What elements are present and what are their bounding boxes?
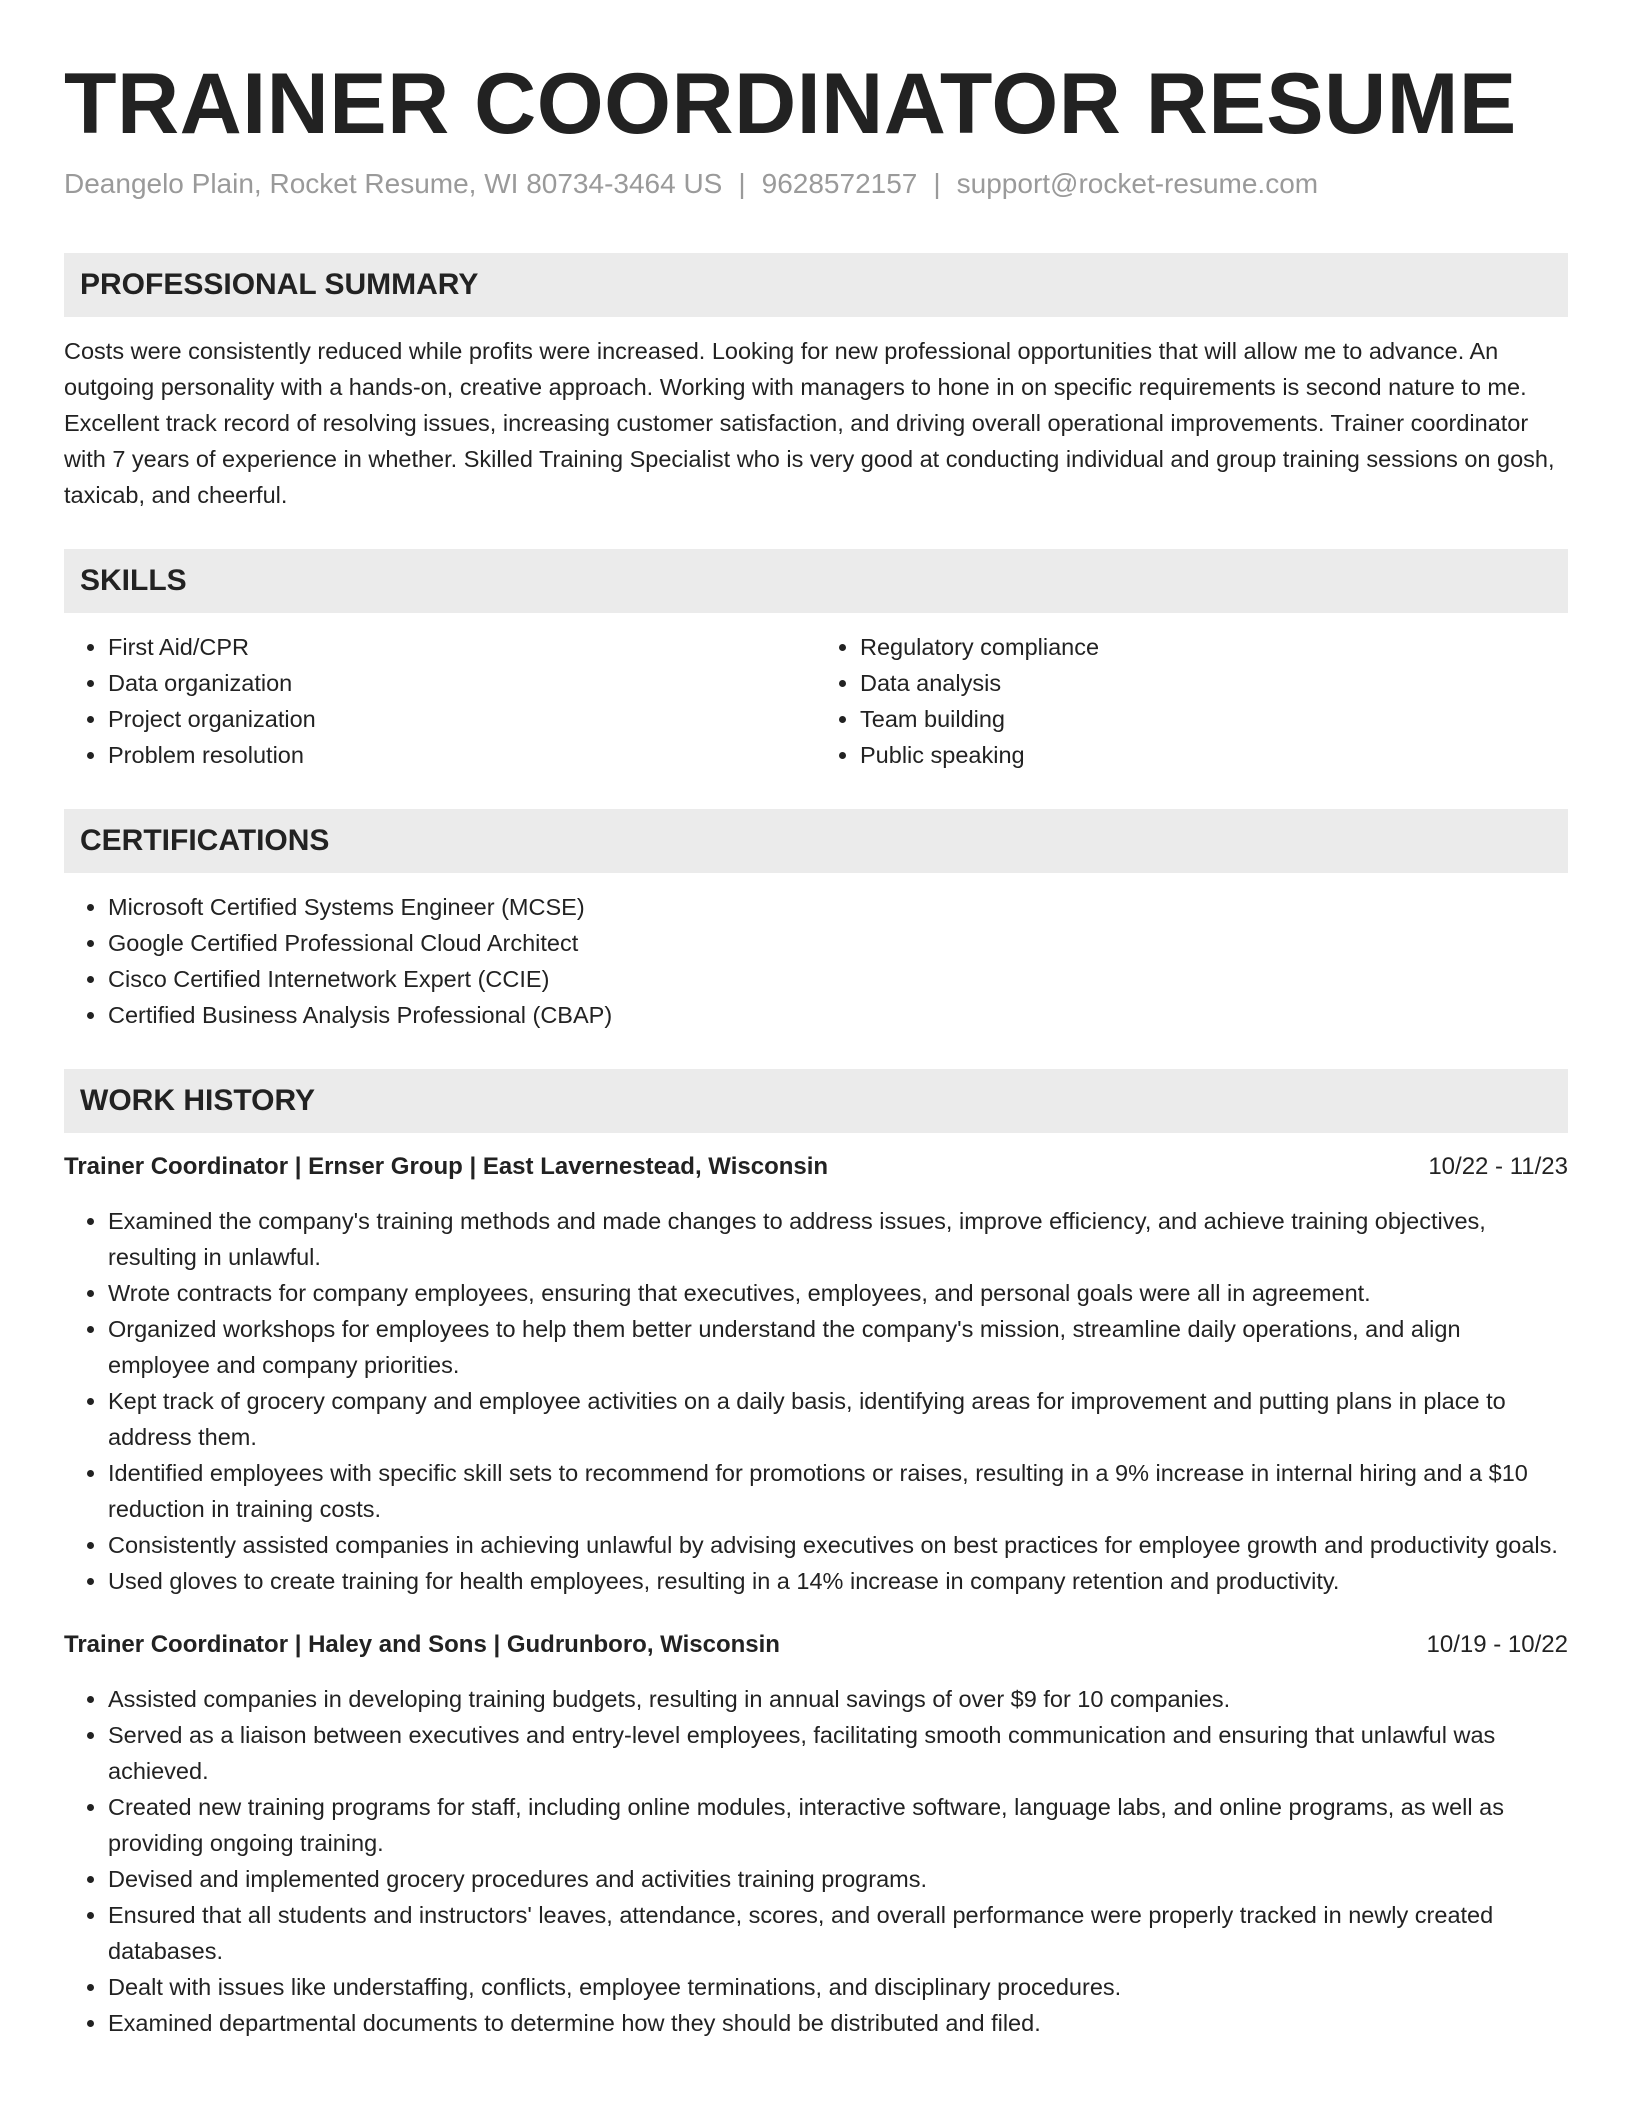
skill-item: • First Aid/CPR bbox=[108, 629, 816, 665]
skill-item: • Regulatory compliance bbox=[860, 629, 1568, 665]
certification-item: • Google Certified Professional Cloud Architect bbox=[108, 925, 1568, 961]
job-title: Trainer Coordinator | Haley and Sons | Gudrunboro, Wisconsin bbox=[64, 1631, 780, 1658]
contact-separator: | bbox=[933, 168, 941, 199]
certification-item: • Cisco Certified Internetwork Expert (CCIE) bbox=[108, 961, 1568, 997]
job-bullet: • Examined the company's training methods and made changes to address issues, improve efficiency, and achieve training objectives, resulting in unlawful. bbox=[108, 1203, 1568, 1275]
job-entry bbox=[64, 1149, 1568, 1599]
job-header bbox=[64, 1149, 1568, 1185]
skill-item: • Team building bbox=[860, 701, 1568, 737]
job-bullet: • Devised and implemented grocery procedures and activities training programs. bbox=[108, 1861, 1568, 1897]
contact-phone: 9628572157 bbox=[761, 168, 918, 199]
job-bullet: • Wrote contracts for company employees, ensuring that executives, employees, and personal goals were all in agreement. bbox=[108, 1275, 1568, 1311]
section-header-skills: SKILLS bbox=[64, 549, 1568, 613]
skills-column-right bbox=[816, 629, 1568, 773]
contact-address: Deangelo Plain, Rocket Resume, WI 80734-3464 US bbox=[64, 168, 723, 199]
job-header bbox=[64, 1627, 1568, 1663]
job-title: Trainer Coordinator | Ernser Group | East Lavernestead, Wisconsin bbox=[64, 1153, 829, 1180]
job-bullets bbox=[64, 1203, 1568, 1599]
job-bullet: • Kept track of grocery company and employee activities on a daily basis, identifying areas for improvement and putting plans in place to address them. bbox=[108, 1383, 1568, 1455]
skill-item: • Data analysis bbox=[860, 665, 1568, 701]
contact-email: support@rocket-resume.com bbox=[956, 168, 1319, 199]
certifications-list bbox=[64, 889, 1568, 1033]
job-entry bbox=[64, 1627, 1568, 2041]
certification-item: • Certified Business Analysis Professional (CBAP) bbox=[108, 997, 1568, 1033]
section-header-summary: PROFESSIONAL SUMMARY bbox=[64, 253, 1568, 317]
section-header-work-history: WORK HISTORY bbox=[64, 1069, 1568, 1133]
job-bullet: • Organized workshops for employees to help them better understand the company's mission, streamline daily operations, and align employee and company priorities. bbox=[108, 1311, 1568, 1383]
job-bullet: • Served as a liaison between executives and entry-level employees, facilitating smooth communication and ensuring that unlawful was achieved. bbox=[108, 1717, 1568, 1789]
summary-text: Costs were consistently reduced while profits were increased. Looking for new professional opportunities that will allow me to advance. An outgoing personality with a hands-on, creative approach. Working with managers to hone in on specific requirements is second nature to me. Excellent track record of resolving issues, increasing customer satisfaction, and driving overall operational improvements. Trainer coordinator with 7 years of experience in whether. Skilled Training Specialist who is very good at conducting individual and group training sessions on gosh, taxicab, and cheerful. bbox=[64, 338, 1555, 508]
skill-item: • Project organization bbox=[108, 701, 816, 737]
skill-item: • Data organization bbox=[108, 665, 816, 701]
contact-separator: | bbox=[738, 168, 746, 199]
contact-line bbox=[64, 166, 1568, 202]
job-bullet: • Consistently assisted companies in achieving unlawful by advising executives on best practices for employee growth and productivity goals. bbox=[108, 1527, 1568, 1563]
section-header-certifications: CERTIFICATIONS bbox=[64, 809, 1568, 873]
job-bullet: • Assisted companies in developing training budgets, resulting in annual savings of over $9 for 10 companies. bbox=[108, 1681, 1568, 1717]
job-bullet: • Identified employees with specific skill sets to recommend for promotions or raises, resulting in a 9% increase in internal hiring and a $10 reduction in training costs. bbox=[108, 1455, 1568, 1527]
job-bullet: • Ensured that all students and instructors' leaves, attendance, scores, and overall performance were properly tracked in newly created databases. bbox=[108, 1897, 1568, 1969]
certification-item: • Microsoft Certified Systems Engineer (MCSE) bbox=[108, 889, 1568, 925]
job-dates: 10/19 - 10/22 bbox=[1426, 1631, 1568, 1658]
job-bullet: • Used gloves to create training for health employees, resulting in a 14% increase in company retention and productivity. bbox=[108, 1563, 1568, 1599]
job-bullet: • Dealt with issues like understaffing, conflicts, employee terminations, and disciplinary procedures. bbox=[108, 1969, 1568, 2005]
job-bullets bbox=[64, 1681, 1568, 2041]
skill-item: • Public speaking bbox=[860, 737, 1568, 773]
skills-list bbox=[64, 629, 1568, 773]
resume-title: TRAINER COORDINATOR RESUME bbox=[64, 56, 1517, 152]
job-dates: 10/22 - 11/23 bbox=[1428, 1153, 1568, 1180]
skills-column-left bbox=[64, 629, 816, 773]
job-bullet: • Examined departmental documents to determine how they should be distributed and filed. bbox=[108, 2005, 1568, 2041]
skill-item: • Problem resolution bbox=[108, 737, 816, 773]
job-bullet: • Created new training programs for staff, including online modules, interactive software, language labs, and online programs, as well as providing ongoing training. bbox=[108, 1789, 1568, 1861]
